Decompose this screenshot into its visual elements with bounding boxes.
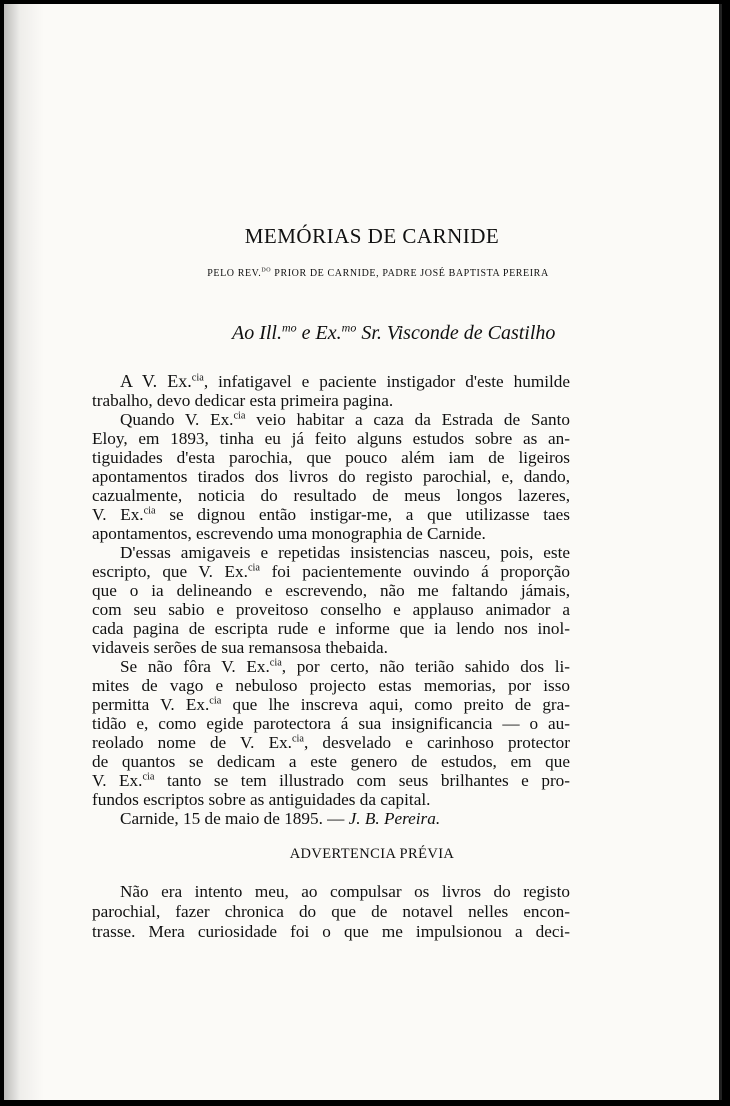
text-line: reolado nome de V. Ex.$^{cia}$, desvelado e carinhoso protector xyxy=(92,733,570,752)
text-line: cada pagina de escripta rude e informe que ia lendo nos inol- xyxy=(92,619,570,638)
text-line: escripto, que V. Ex.$^{cia}$ foi pacientemente ouvindo á proporção xyxy=(92,562,571,581)
text-line: A V. Ex.$^{cia}$, infatigavel e paciente instigador d'este humilde xyxy=(120,371,570,391)
text-line: apontamentos, escrevendo uma monographia de Carnide. xyxy=(92,524,486,543)
text-line: vidaveis serões de sua remansosa thebaida. xyxy=(92,638,388,657)
text-line: V. Ex.$^{cia}$ tanto se tem illustrado com seus brilhantes e pro- xyxy=(92,771,570,790)
advertencia-body xyxy=(92,882,570,942)
text-line: de quantos se dedicam a este genero de estudos, em que xyxy=(92,752,570,771)
text-line: permitta V. Ex.$^{cia}$ que lhe inscreva aqui, como preito de gra- xyxy=(92,695,570,714)
text-line: Se não fôra V. Ex.$^{cia}$, por certo, não terião sahido dos li- xyxy=(120,657,570,676)
text-line: mites de vago e nebuloso projecto estas memorias, por isso xyxy=(92,676,570,695)
text-line: Não era intento meu, ao compulsar os livros do registo xyxy=(120,882,570,901)
section-heading: ADVERTENCIA PRÉVIA xyxy=(289,846,455,862)
text-line: trasse. Mera curiosidade foi o que me impulsionou a deci- xyxy=(92,922,570,941)
dedication-body xyxy=(92,372,570,828)
text-line: D'essas amigaveis e repetidas insistencias nasceu, pois, este xyxy=(120,543,570,562)
scan-edge xyxy=(719,4,722,1100)
text-line: V. Ex.$^{cia}$ se dignou então instigar-me, a que utilizasse taes xyxy=(92,505,570,524)
text-line: tiguidades d'esta parochia, que pouco além iam de ligeiros xyxy=(92,448,570,467)
author-byline: PELO REV.$^{DO}$ PRIOR DE CARNIDE, PADRE JOSÉ BAPTISTA PEREIRA xyxy=(207,267,549,279)
text-line: tidão e, como egide parotectora á sua insignificancia — o au- xyxy=(92,714,570,733)
text-line: com seu sabio e proveitoso conselho e applauso animador a xyxy=(92,600,570,619)
text-line: que o ia delineando e escrevendo, não me faltando jámais, xyxy=(92,581,570,600)
text-line: Quando V. Ex.$^{cia}$ veio habitar a caza da Estrada de Santo xyxy=(120,410,570,429)
page-title: MEMÓRIAS DE CARNIDE xyxy=(244,224,500,248)
document-page xyxy=(4,4,722,1100)
text-line: cazualmente, noticia do resultado de meus longos lazeres, xyxy=(92,486,570,505)
text-line: trabalho, devo dedicar esta primeira pagina. xyxy=(92,391,394,410)
text-line: Eloy, em 1893, tinha eu já feito alguns estudos sobre as an- xyxy=(92,429,570,448)
text-line: fundos escriptos sobre as antiguidades da capital. xyxy=(92,790,431,809)
signature-line: Carnide, 15 de maio de 1895. — J. B. Pereira. xyxy=(120,809,441,828)
dedication-line: Ao Ill.$^{mo}$ e Ex.$^{mo}$ Sr. Visconde de Castilho xyxy=(232,320,556,344)
scan-shadow xyxy=(4,4,44,1100)
text-line: parochial, fazer chronica do que de notavel nelles encon- xyxy=(92,902,570,921)
text-line: apontamentos tirados dos livros do registo parochial, e, dando, xyxy=(92,467,570,486)
